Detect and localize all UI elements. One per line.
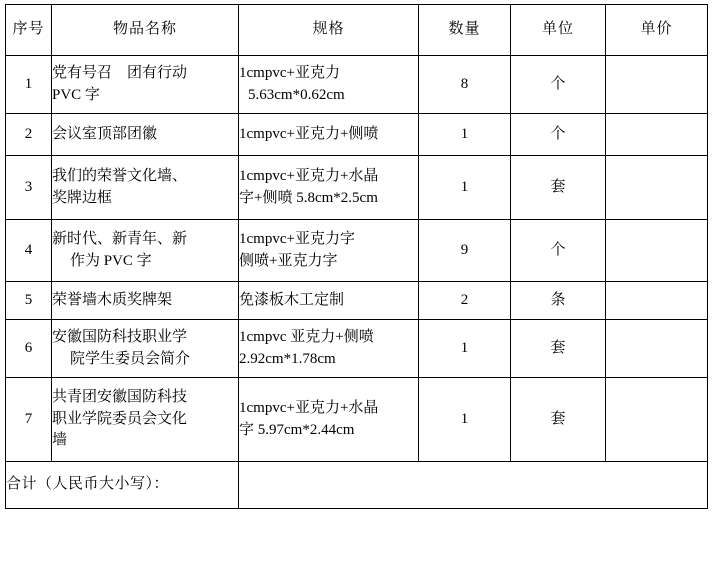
cell-name-line: 作为 PVC 字: [70, 252, 152, 269]
cell-qty: 1: [419, 156, 511, 220]
cell-spec: [239, 282, 419, 320]
cell-index: 5: [6, 282, 52, 320]
cell-price: [606, 220, 708, 282]
table-header: [6, 5, 708, 56]
cell-spec: [239, 56, 419, 114]
cell-name-line: 新时代、新青年、新: [52, 230, 188, 247]
table-row: [6, 156, 708, 220]
cell-spec-line: 1cmpvc+亚克力字: [239, 230, 355, 247]
items-table-document: [0, 4, 714, 566]
cell-spec-line: 1cmpvc+亚克力+水晶: [239, 167, 379, 184]
cell-index: 1: [6, 56, 52, 114]
header-cell-price: [606, 5, 708, 56]
cell-name: [52, 56, 239, 114]
header-label-qty: 数量: [448, 21, 481, 38]
cell-spec-line: 侧喷+亚克力字: [239, 252, 338, 269]
header-cell-unit: [511, 5, 606, 56]
cell-index: 2: [6, 114, 52, 156]
cell-name-line: 安徽国防科技职业学: [52, 328, 188, 345]
cell-name: [52, 320, 239, 378]
cell-name-line: 职业学院委员会文化: [52, 410, 188, 427]
cell-qty: 9: [419, 220, 511, 282]
cell-spec: [239, 320, 419, 378]
header-label-name: 物品名称: [112, 21, 177, 38]
cell-spec: [239, 114, 419, 156]
cell-unit: 套: [511, 378, 606, 462]
cell-price: [606, 114, 708, 156]
cell-spec-line: 免漆板木工定制: [239, 291, 345, 308]
cell-name: [52, 378, 239, 462]
cell-spec-line: 字 5.97cm*2.44cm: [239, 421, 355, 438]
cell-spec-line: 5.63cm*0.62cm: [248, 86, 345, 103]
cell-price: [606, 56, 708, 114]
cell-name-line: 墙: [52, 432, 68, 449]
cell-unit: 个: [511, 56, 606, 114]
cell-price: [606, 378, 708, 462]
table-row: [6, 114, 708, 156]
cell-index: 4: [6, 220, 52, 282]
total-label: 合计（人民币大小写）：: [6, 462, 239, 509]
cell-name-line: PVC 字: [52, 86, 100, 103]
cell-unit: 条: [511, 282, 606, 320]
cell-spec-line: 1cmpvc+亚克力: [239, 64, 340, 81]
cell-name-line: 会议室顶部团徽: [52, 125, 158, 142]
cell-unit: 套: [511, 156, 606, 220]
cell-spec-line: 1cmpvc 亚克力+侧喷: [239, 328, 374, 345]
cell-name: [52, 220, 239, 282]
table-row: [6, 56, 708, 114]
cell-spec: [239, 220, 419, 282]
cell-name: [52, 282, 239, 320]
cell-qty: 8: [419, 56, 511, 114]
cell-qty: 2: [419, 282, 511, 320]
cell-price: [606, 282, 708, 320]
table-body: [6, 56, 708, 509]
cell-index: 6: [6, 320, 52, 378]
header-label-unit: 单位: [541, 21, 574, 38]
header-cell-spec: [239, 5, 419, 56]
header-label-price: 单价: [640, 21, 673, 38]
cell-unit: 个: [511, 114, 606, 156]
table-row: [6, 282, 708, 320]
cell-price: [606, 156, 708, 220]
total-row: [6, 462, 708, 509]
cell-index: 3: [6, 156, 52, 220]
cell-qty: 1: [419, 378, 511, 462]
cell-unit: 套: [511, 320, 606, 378]
cell-spec-line: 2.92cm*1.78cm: [239, 350, 336, 367]
cell-spec: [239, 378, 419, 462]
header-label-index: 序号: [12, 21, 45, 38]
cell-name-line: 我们的荣誉文化墙、: [52, 167, 188, 184]
cell-spec-line: 1cmpvc+亚克力+水晶: [239, 399, 379, 416]
header-cell-name: [52, 5, 239, 56]
cell-spec-line: 1cmpvc+亚克力+侧喷: [239, 125, 379, 142]
cell-spec: [239, 156, 419, 220]
cell-qty: 1: [419, 320, 511, 378]
header-cell-index: [6, 5, 52, 56]
cell-name-line: 荣誉墙木质奖牌架: [52, 291, 173, 308]
total-value: [239, 462, 708, 509]
table-row: [6, 378, 708, 462]
cell-spec-line: 字+侧喷 5.8cm*2.5cm: [239, 189, 378, 206]
table-row: [6, 220, 708, 282]
header-cell-qty: [419, 5, 511, 56]
cell-name: [52, 156, 239, 220]
cell-price: [606, 320, 708, 378]
items-table: [5, 4, 708, 509]
cell-name: [52, 114, 239, 156]
cell-unit: 个: [511, 220, 606, 282]
table-row: [6, 320, 708, 378]
cell-name-line: 院学生委员会简介: [70, 350, 191, 367]
cell-name-line: 共青团安徽国防科技: [52, 388, 188, 405]
cell-name-line: 奖牌边框: [52, 189, 113, 206]
header-label-spec: 规格: [312, 21, 345, 38]
cell-index: 7: [6, 378, 52, 462]
cell-qty: 1: [419, 114, 511, 156]
cell-name-line: 党有号召 团有行动: [52, 64, 188, 81]
header-row: [6, 5, 708, 56]
